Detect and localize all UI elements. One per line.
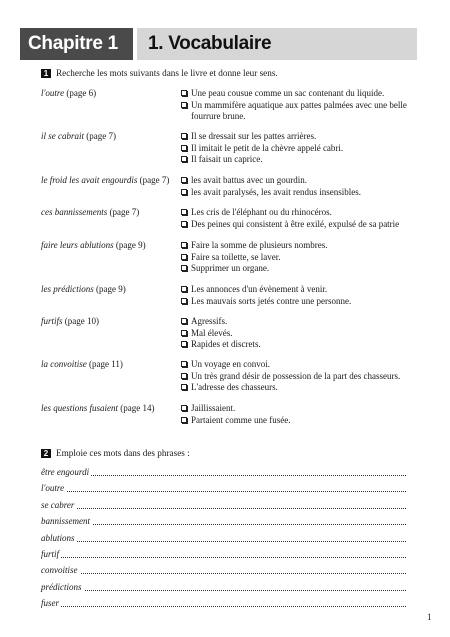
checkbox-icon[interactable] [181, 209, 187, 215]
option-text: Les mauvais sorts jetés contre une personne. [191, 295, 352, 306]
checkbox-icon[interactable] [181, 242, 187, 248]
option-text: Agressifs. [191, 316, 228, 326]
term-page: (page 7) [139, 175, 170, 185]
answer-option [181, 219, 421, 231]
sentence-word: furtif [41, 549, 60, 559]
answer-option [181, 207, 421, 219]
chapter-label: Chapitre 1 [20, 28, 133, 60]
sentence-line[interactable] [41, 483, 406, 494]
sentence-line[interactable] [41, 598, 406, 609]
option-text: Faire sa toilette, se laver. [191, 251, 281, 262]
checkbox-icon[interactable] [181, 177, 187, 183]
dotted-line [41, 524, 406, 525]
options-list [181, 207, 421, 230]
option-text: les avait battus avec un gourdin. [191, 175, 307, 185]
checkbox-icon[interactable] [181, 361, 187, 367]
term-page: (page 7) [109, 207, 140, 217]
dotted-line [41, 557, 406, 558]
term-page: (page 9) [115, 240, 146, 250]
exercise-2-instruction [41, 448, 190, 459]
term-text: furtifs [41, 316, 63, 326]
term-page: (page 11) [89, 359, 123, 369]
options-list [181, 131, 421, 166]
answer-option [181, 328, 421, 340]
option-text: Des peines qui consistent à être exilé, expulsé de sa patrie [191, 218, 400, 229]
dotted-line [41, 573, 406, 574]
checkbox-icon[interactable] [181, 330, 187, 336]
checkbox-icon[interactable] [181, 417, 187, 423]
answer-option [181, 382, 421, 394]
dotted-line [41, 475, 406, 476]
dotted-line [41, 541, 406, 542]
sentence-line[interactable] [41, 467, 406, 478]
term-text: faire leurs ablutions [41, 240, 114, 250]
options-list [181, 359, 421, 394]
sentence-word: prédictions [41, 581, 82, 592]
checkbox-icon[interactable] [181, 133, 187, 139]
option-text: Un mammifère aquatique aux pattes palmées avec une belle fourrure brune. [191, 99, 407, 121]
answer-option [181, 316, 421, 328]
checkbox-icon[interactable] [181, 318, 187, 324]
vocab-term [41, 131, 116, 143]
sentence-word: se cabrer [41, 499, 75, 510]
option-text: Une peau cousue comme un sac contenant du liquide. [191, 88, 385, 98]
answer-option [181, 100, 421, 123]
option-text: Jaillissaient. [191, 403, 236, 413]
vocab-term [41, 359, 123, 371]
answer-option [181, 187, 421, 199]
dotted-line [41, 491, 406, 492]
dotted-line [41, 590, 406, 591]
vocab-term [41, 403, 154, 415]
option-text: L'adresse des chasseurs. [191, 382, 278, 392]
option-text: Il se dressait sur les pattes arrières. [191, 131, 317, 141]
checkbox-icon[interactable] [181, 221, 187, 227]
options-list [181, 403, 421, 426]
term-page: (page 14) [120, 403, 155, 413]
answer-option [181, 263, 421, 275]
exercise-1-number: 1 [41, 69, 51, 78]
section-title: 1. Vocabulaire [137, 28, 417, 60]
checkbox-icon[interactable] [181, 405, 187, 411]
option-text: Un très grand désir de possession de la part des chasseurs. [191, 370, 401, 381]
checkbox-icon[interactable] [181, 286, 187, 292]
dotted-line [41, 508, 406, 509]
checkbox-icon[interactable] [181, 265, 187, 271]
term-page: (page 7) [86, 131, 116, 141]
sentence-line[interactable] [41, 533, 406, 544]
dotted-line [41, 606, 406, 607]
checkbox-icon[interactable] [181, 384, 187, 390]
term-text: la convoitise [41, 359, 87, 369]
checkbox-icon[interactable] [181, 189, 187, 195]
options-list [181, 240, 421, 275]
term-text: l'outre [41, 88, 65, 98]
exercise-1-text: Recherche les mots suivants dans le livre et donne leur sens. [56, 68, 278, 78]
answer-option [181, 143, 421, 155]
option-text: Supprimer un organe. [191, 263, 270, 273]
option-text: Les cris de l'éléphant ou du rhinocéros. [191, 207, 332, 217]
option-text: Il imitait le petit de la chèvre appelé cabri. [191, 142, 344, 153]
answer-option [181, 403, 421, 415]
options-list [181, 88, 421, 123]
vocab-term [41, 316, 99, 328]
answer-option [181, 154, 421, 166]
page-number: 1 [427, 612, 432, 622]
checkbox-icon[interactable] [181, 102, 187, 108]
vocab-term [41, 207, 139, 219]
term-text: il se cabrait [41, 131, 84, 141]
option-text: Un voyage en convoi. [191, 359, 270, 369]
answer-option [181, 339, 421, 351]
vocab-term [41, 88, 96, 100]
sentence-line[interactable] [41, 516, 406, 527]
sentence-word: ablutions [41, 532, 75, 543]
option-text: les avait paralysés, les avait rendus insensibles. [191, 186, 361, 197]
answer-option [181, 296, 421, 308]
vocab-term [41, 175, 169, 187]
term-text: ces bannissements [41, 207, 108, 217]
answer-option [181, 284, 421, 296]
answer-option [181, 240, 421, 252]
vocab-term [41, 284, 126, 296]
term-page: (page 9) [96, 284, 126, 294]
options-list [181, 284, 421, 307]
answer-option [181, 371, 421, 383]
exercise-2-text: Emploie ces mots dans des phrases : [56, 448, 190, 458]
sentence-line[interactable] [41, 565, 406, 576]
term-text: le froid les avait engourdis [41, 175, 138, 185]
answer-option [181, 175, 421, 187]
option-text: Faire la somme de plusieurs nombres. [191, 240, 328, 250]
term-text: les prédictions [41, 284, 94, 294]
option-text: Mal élevés. [191, 327, 233, 338]
sentence-word: bannissement [41, 516, 90, 527]
answer-option [181, 88, 421, 100]
option-text: Partaient comme une fusée. [191, 414, 291, 425]
checkbox-icon[interactable] [181, 156, 187, 162]
checkbox-icon[interactable] [181, 298, 187, 304]
checkbox-icon[interactable] [181, 341, 187, 347]
checkbox-icon[interactable] [181, 254, 187, 260]
term-text: les questions fusaient [41, 403, 118, 413]
answer-option [181, 415, 421, 427]
option-text: Il faisait un caprice. [191, 154, 263, 164]
term-page: (page 10) [64, 316, 99, 326]
option-text: Rapides et discrets. [191, 339, 261, 349]
answer-option [181, 252, 421, 264]
sentence-word: être engourdi [41, 467, 90, 477]
options-list [181, 316, 421, 351]
sentence-word: convoitise [41, 565, 78, 576]
options-list [181, 175, 421, 198]
checkbox-icon[interactable] [181, 90, 187, 96]
option-text: Les annonces d'un évènement à venir. [191, 284, 328, 294]
checkbox-icon[interactable] [181, 373, 187, 379]
exercise-2-number: 2 [41, 449, 51, 458]
checkbox-icon[interactable] [181, 145, 187, 151]
sentence-line[interactable] [41, 582, 406, 593]
chapter-header [20, 28, 417, 60]
exercise-1-instruction [41, 68, 278, 79]
sentence-line[interactable] [41, 549, 406, 560]
sentence-line[interactable] [41, 500, 406, 511]
sentence-word: l'outre [41, 483, 65, 494]
vocab-term [41, 240, 146, 252]
answer-option [181, 131, 421, 143]
sentence-word: fuser [41, 598, 59, 609]
term-page: (page 6) [66, 88, 97, 98]
answer-option [181, 359, 421, 371]
